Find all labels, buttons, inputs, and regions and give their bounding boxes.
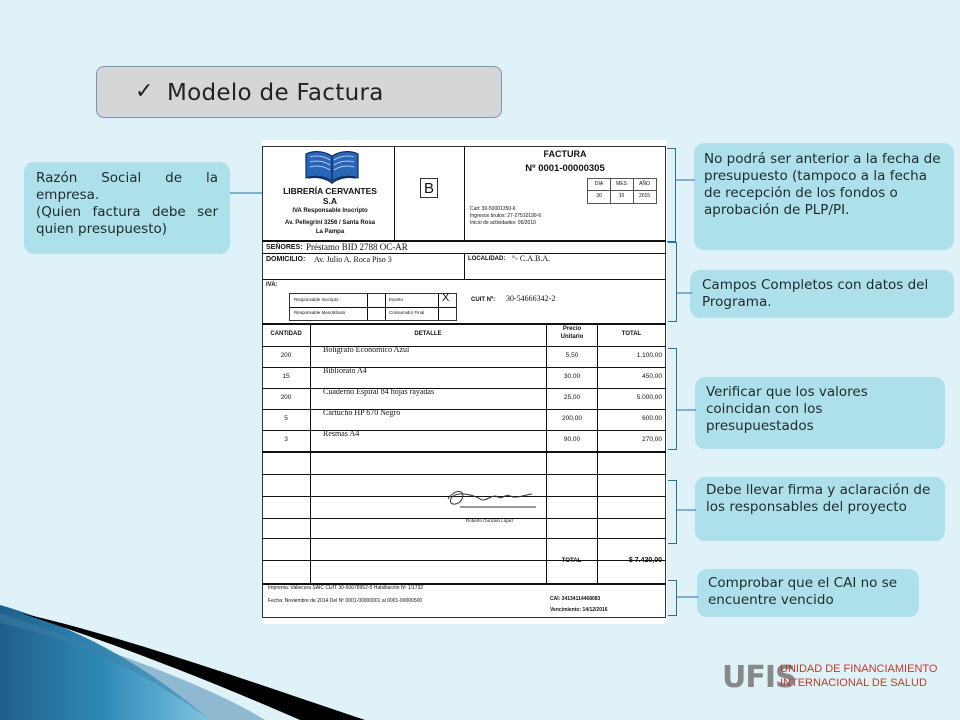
decorative-swoosh xyxy=(0,605,370,720)
item-price: 25,00 xyxy=(563,394,581,401)
item-detail: Cuaderno Espiral 84 hojas rayadas xyxy=(323,387,435,396)
book-logo-icon xyxy=(304,148,360,184)
item-detail: Bolígrafo Económico Azul xyxy=(323,345,410,354)
item-total: 600,00 xyxy=(642,415,662,422)
header-precio: Precio Unitario xyxy=(560,326,584,340)
company-name: LIBRERÍA CERVANTES xyxy=(283,186,377,196)
item-price: 5,50 xyxy=(565,352,579,359)
invoice-number: Nº 0001-00000305 xyxy=(525,163,605,174)
company-city: La Pampa xyxy=(315,229,345,235)
invoice-letter: B xyxy=(423,180,434,197)
iva-option-cf: Consumidor Final xyxy=(389,310,425,315)
item-detail: Resmas A4 xyxy=(323,429,360,438)
item-detail: Cartucho HP 670 Negro xyxy=(323,408,401,417)
ufis-logo-line2: INTERNACIONAL DE SALUD xyxy=(780,677,927,689)
signer-name: Roberto Gonzalo López xyxy=(466,518,514,523)
senores-label: SEÑORES: xyxy=(266,244,303,251)
localidad-label: LOCALIDAD: xyxy=(468,256,506,262)
footer-imprenta: Imprenta: Vallecura SAIC CUIT 30-50078952-5 Habilitación Nº 1/1732 xyxy=(268,585,424,591)
slide-title: Modelo de Factura xyxy=(167,80,384,106)
issuer-inicio: Inicio de actividades: 06/2010 xyxy=(470,220,536,226)
bracket-verificar xyxy=(668,348,677,450)
item-qty: 200 xyxy=(280,352,292,359)
total-label: TOTAL xyxy=(561,558,582,564)
item-detail: Bibliorato A4 xyxy=(323,366,367,375)
item-total: 5.000,00 xyxy=(636,394,662,401)
footer-fecha: Fecha: Noviembre de 2014 Del Nº 0001-00000001 al 0001-00000500 xyxy=(268,598,423,604)
item-qty: 3 xyxy=(284,436,288,443)
iva-option-monotributo: Responsable Monotributo xyxy=(294,310,346,315)
bracket-campos xyxy=(668,242,677,322)
item-qty: 5 xyxy=(284,415,288,422)
date-grid xyxy=(587,178,657,204)
localidad-value: °- C.A.B.A. xyxy=(512,254,551,263)
connector-cai xyxy=(676,592,698,602)
item-price: 200,00 xyxy=(562,415,582,422)
senores-value: Préstamo BID 2788 OC-AR xyxy=(306,242,408,252)
callout-firma: Debe llevar firma y aclaración de los responsables del proyecto xyxy=(695,477,945,541)
header-detalle: DETALLE xyxy=(414,331,442,337)
issuer-cuit: Cuit: 30-50001350-6 xyxy=(470,206,516,212)
callout-fecha: No podrá ser anterior a la fecha de presupuesto (tampoco a la fecha de recepción de los fondos o aprobación de PLP/PI. xyxy=(694,143,954,250)
cuit-value: 30-54666342-2 xyxy=(506,294,556,303)
callout-razon-social-line2: (Quien factura debe ser quien presupuesto) xyxy=(36,204,218,237)
connector-firma xyxy=(676,505,696,515)
signature-icon xyxy=(440,487,542,511)
ufis-logo-text xyxy=(780,662,937,690)
callout-verificar: Verificar que los valores coincidan con los presupuestados xyxy=(695,377,945,449)
iva-option-ri: Responsable Inscripto xyxy=(294,297,339,302)
ufis-logo-line1: UNIDAD DE FINANCIAMIENTO xyxy=(780,663,938,675)
footer-cai: CAI: 34134114468083 xyxy=(550,596,601,602)
item-price: 30,00 xyxy=(563,373,581,380)
cuit-label: CUIT Nº: xyxy=(471,297,496,303)
date-label-year: AÑO xyxy=(639,181,650,187)
connector-fecha xyxy=(675,175,695,185)
connector-campos xyxy=(676,288,692,298)
header-total: TOTAL xyxy=(621,331,642,337)
ufis-logo: UFIS xyxy=(722,660,796,695)
date-value-day: 30 xyxy=(596,193,602,199)
item-total: 270,00 xyxy=(642,436,662,443)
date-label-day: DIA xyxy=(594,181,604,187)
item-qty: 200 xyxy=(280,394,292,401)
footer-vencimiento: Vencimiento: 14/12/2016 xyxy=(550,607,608,613)
callout-cai: Comprobar que el CAI no se encuentre vencido xyxy=(697,569,919,617)
company-iva: IVA Responsable Inscripto xyxy=(292,208,368,214)
item-total: 1.100,00 xyxy=(636,352,662,359)
iva-option-exento: Exento xyxy=(389,297,404,302)
date-label-month: MES xyxy=(616,181,627,187)
item-qty: 15 xyxy=(282,373,290,380)
total-value: $ 7.420,00 xyxy=(628,557,662,564)
company-address: Av. Pellegrini 3256 / Santa Rosa xyxy=(284,220,376,226)
invoice-title: FACTURA xyxy=(543,149,587,159)
date-value-month: 10 xyxy=(618,193,625,199)
header-cantidad: CANTIDAD xyxy=(270,331,302,337)
slide-title-box xyxy=(96,66,502,118)
callout-razon-social xyxy=(24,162,230,254)
invoice-letter-box xyxy=(420,178,438,198)
iva-label: IVA: xyxy=(266,282,278,288)
issuer-ingresos: Ingresos brutos: 27-27510199-6 xyxy=(470,213,542,219)
callout-campos: Campos Completos con datos del Programa. xyxy=(690,270,954,318)
domicilio-value: Av. Julio A. Roca Piso 3 xyxy=(314,255,392,264)
connector-left xyxy=(230,180,262,220)
invoice-image xyxy=(262,140,667,624)
checkmark-icon: ✓ xyxy=(135,79,154,104)
item-price: 90,00 xyxy=(563,436,581,443)
callout-razon-social-line1: Razón Social de la empresa. xyxy=(36,170,218,203)
domicilio-label: DOMICILIO: xyxy=(266,256,306,263)
date-value-year: 2015 xyxy=(638,193,651,199)
iva-grid xyxy=(289,293,457,321)
item-total: 450,00 xyxy=(642,373,662,380)
company-suffix: S.A xyxy=(322,196,338,206)
iva-mark: X xyxy=(442,292,450,304)
connector-verificar xyxy=(676,405,696,415)
